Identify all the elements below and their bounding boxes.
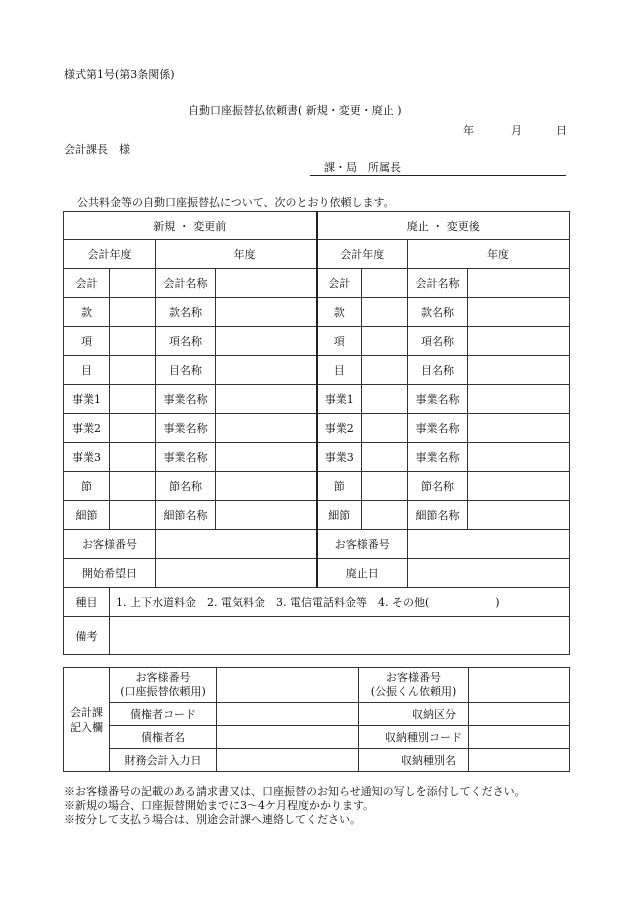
type-options[interactable]: 1. 上下水道料金 2. 電気料金 3. 電信電話料金等 4. その他( ) bbox=[110, 588, 570, 617]
input-cell[interactable] bbox=[216, 414, 317, 443]
customer-no-field-right[interactable] bbox=[408, 530, 570, 559]
fiscal-year-label-left: 会計年度 bbox=[64, 240, 156, 269]
row-name-label: 会計名称 bbox=[156, 269, 216, 298]
input-cell[interactable] bbox=[362, 414, 408, 443]
dept-label: 課・局 所属長 bbox=[324, 161, 401, 174]
table-row bbox=[64, 385, 570, 414]
row-code-label: 款 bbox=[64, 298, 110, 327]
creditor-code-field[interactable] bbox=[217, 703, 359, 726]
fiscal-year-field-right[interactable]: 年度 bbox=[408, 240, 570, 269]
customer-no-a-field[interactable] bbox=[217, 668, 359, 703]
page-title: 自動口座振替払依頼書( 新規・変更・廃止 ) bbox=[188, 104, 402, 117]
table-row bbox=[64, 443, 570, 472]
input-cell[interactable] bbox=[110, 472, 156, 501]
row-code-label: 会計 bbox=[64, 269, 110, 298]
collection-type-name-field[interactable] bbox=[469, 749, 570, 772]
row-code-label: 事業2 bbox=[317, 414, 362, 443]
right-header: 廃止 ・ 変更後 bbox=[317, 212, 570, 240]
main-table bbox=[63, 211, 570, 655]
input-cell[interactable] bbox=[468, 356, 570, 385]
customer-no-field-left[interactable] bbox=[156, 530, 317, 559]
date-year-label: 年 bbox=[463, 124, 474, 137]
customer-no-label-right: お客様番号 bbox=[317, 530, 408, 559]
input-cell[interactable] bbox=[110, 327, 156, 356]
input-cell[interactable] bbox=[362, 443, 408, 472]
input-cell[interactable] bbox=[110, 385, 156, 414]
input-cell[interactable] bbox=[362, 472, 408, 501]
customer-no-a-label: お客様番号 (口座振替依頼用) bbox=[110, 668, 217, 703]
fiscal-year-label-right: 会計年度 bbox=[317, 240, 408, 269]
row-code-label: 細節 bbox=[64, 501, 110, 530]
input-cell[interactable] bbox=[110, 298, 156, 327]
input-cell[interactable] bbox=[216, 385, 317, 414]
input-cell[interactable] bbox=[216, 298, 317, 327]
row-code-label: 事業3 bbox=[317, 443, 362, 472]
customer-no-b-label: お客様番号 (公振くん依頼用) bbox=[359, 668, 469, 703]
row-code-label: 目 bbox=[64, 356, 110, 385]
row-code-label: 項 bbox=[317, 327, 362, 356]
row-name-label: 事業名称 bbox=[408, 443, 468, 472]
input-cell[interactable] bbox=[216, 472, 317, 501]
remarks-label: 備考 bbox=[64, 617, 110, 655]
accounting-section-label: 会計課 記入欄 bbox=[64, 668, 110, 772]
intro-text: 公共料金等の自動口座振替払について、次のとおり依頼します。 bbox=[77, 196, 395, 209]
input-cell[interactable] bbox=[468, 501, 570, 530]
type-label: 種目 bbox=[64, 588, 110, 617]
table-row bbox=[64, 414, 570, 443]
table-row bbox=[64, 472, 570, 501]
collection-type-name-label: 収納種別名 bbox=[359, 749, 469, 772]
input-cell[interactable] bbox=[468, 443, 570, 472]
row-name-label: 細節名称 bbox=[156, 501, 216, 530]
addressee: 会計課長 様 bbox=[64, 143, 130, 156]
row-name-label: 款名称 bbox=[156, 298, 216, 327]
row-code-label: 項 bbox=[64, 327, 110, 356]
input-cell[interactable] bbox=[216, 269, 317, 298]
collection-type-code-label: 収納種別コード bbox=[359, 726, 469, 749]
left-header: 新規 ・ 変更前 bbox=[64, 212, 317, 240]
input-cell[interactable] bbox=[468, 269, 570, 298]
input-cell[interactable] bbox=[468, 472, 570, 501]
input-cell[interactable] bbox=[468, 414, 570, 443]
note-1: ※お客様番号の記載のある請求書又は、口座振替のお知らせ通知の写しを添付してください。 bbox=[64, 785, 526, 798]
remarks-field[interactable] bbox=[110, 617, 570, 655]
row-code-label: 事業1 bbox=[317, 385, 362, 414]
row-name-label: 細節名称 bbox=[408, 501, 468, 530]
finance-date-field[interactable] bbox=[217, 749, 359, 772]
row-name-label: 会計名称 bbox=[408, 269, 468, 298]
note-2: ※新規の場合、口座振替開始までに3～4ケ月程度かかります。 bbox=[64, 799, 375, 812]
date-month-label: 月 bbox=[511, 124, 522, 137]
input-cell[interactable] bbox=[216, 443, 317, 472]
input-cell[interactable] bbox=[468, 298, 570, 327]
input-cell[interactable] bbox=[216, 501, 317, 530]
row-code-label: 会計 bbox=[317, 269, 362, 298]
input-cell[interactable] bbox=[362, 269, 408, 298]
row-name-label: 項名称 bbox=[156, 327, 216, 356]
row-code-label: 細節 bbox=[317, 501, 362, 530]
row-name-label: 節名称 bbox=[408, 472, 468, 501]
row-code-label: 事業1 bbox=[64, 385, 110, 414]
input-cell[interactable] bbox=[110, 443, 156, 472]
creditor-code-label: 債権者コード bbox=[110, 703, 217, 726]
input-cell[interactable] bbox=[216, 356, 317, 385]
row-name-label: 目名称 bbox=[408, 356, 468, 385]
row-name-label: 事業名称 bbox=[156, 414, 216, 443]
input-cell[interactable] bbox=[110, 501, 156, 530]
input-cell[interactable] bbox=[362, 327, 408, 356]
creditor-name-field[interactable] bbox=[217, 726, 359, 749]
input-cell[interactable] bbox=[468, 385, 570, 414]
start-date-label: 開始希望日 bbox=[64, 559, 156, 588]
input-cell[interactable] bbox=[362, 385, 408, 414]
row-name-label: 節名称 bbox=[156, 472, 216, 501]
row-code-label: 事業2 bbox=[64, 414, 110, 443]
customer-no-b-field[interactable] bbox=[469, 668, 570, 703]
row-name-label: 事業名称 bbox=[408, 385, 468, 414]
row-name-label: 事業名称 bbox=[156, 443, 216, 472]
input-cell[interactable] bbox=[362, 501, 408, 530]
row-name-label: 目名称 bbox=[156, 356, 216, 385]
fiscal-year-field-left[interactable]: 年度 bbox=[156, 240, 317, 269]
end-date-label: 廃止日 bbox=[317, 559, 408, 588]
row-code-label: 節 bbox=[64, 472, 110, 501]
form-number: 様式第1号(第3条関係) bbox=[64, 68, 175, 81]
end-date-field[interactable] bbox=[408, 559, 570, 588]
table-row bbox=[64, 269, 570, 298]
collection-class-field[interactable] bbox=[469, 703, 570, 726]
date-day-label: 日 bbox=[556, 124, 567, 137]
row-code-label: 目 bbox=[317, 356, 362, 385]
row-code-label: 款 bbox=[317, 298, 362, 327]
input-cell[interactable] bbox=[110, 356, 156, 385]
input-cell[interactable] bbox=[216, 327, 317, 356]
accounting-table bbox=[63, 667, 570, 772]
row-name-label: 事業名称 bbox=[408, 414, 468, 443]
table-row bbox=[64, 298, 570, 327]
dept-head-field[interactable] bbox=[310, 159, 566, 176]
input-cell[interactable] bbox=[362, 298, 408, 327]
note-3: ※按分して支払う場合は、別途会計課へ連絡してください。 bbox=[64, 813, 361, 826]
customer-no-label-left: お客様番号 bbox=[64, 530, 156, 559]
row-name-label: 項名称 bbox=[408, 327, 468, 356]
finance-date-label: 財務会計入力日 bbox=[110, 749, 217, 772]
row-name-label: 款名称 bbox=[408, 298, 468, 327]
row-code-label: 節 bbox=[317, 472, 362, 501]
start-date-field[interactable] bbox=[156, 559, 317, 588]
table-row bbox=[64, 356, 570, 385]
input-cell[interactable] bbox=[468, 327, 570, 356]
creditor-name-label: 債権者名 bbox=[110, 726, 217, 749]
row-name-label: 事業名称 bbox=[156, 385, 216, 414]
collection-class-label: 収納区分 bbox=[359, 703, 469, 726]
input-cell[interactable] bbox=[110, 269, 156, 298]
input-cell[interactable] bbox=[362, 356, 408, 385]
row-code-label: 事業3 bbox=[64, 443, 110, 472]
table-row bbox=[64, 327, 570, 356]
notes bbox=[64, 785, 526, 827]
table-row bbox=[64, 501, 570, 530]
input-cell[interactable] bbox=[110, 414, 156, 443]
collection-type-code-field[interactable] bbox=[469, 726, 570, 749]
